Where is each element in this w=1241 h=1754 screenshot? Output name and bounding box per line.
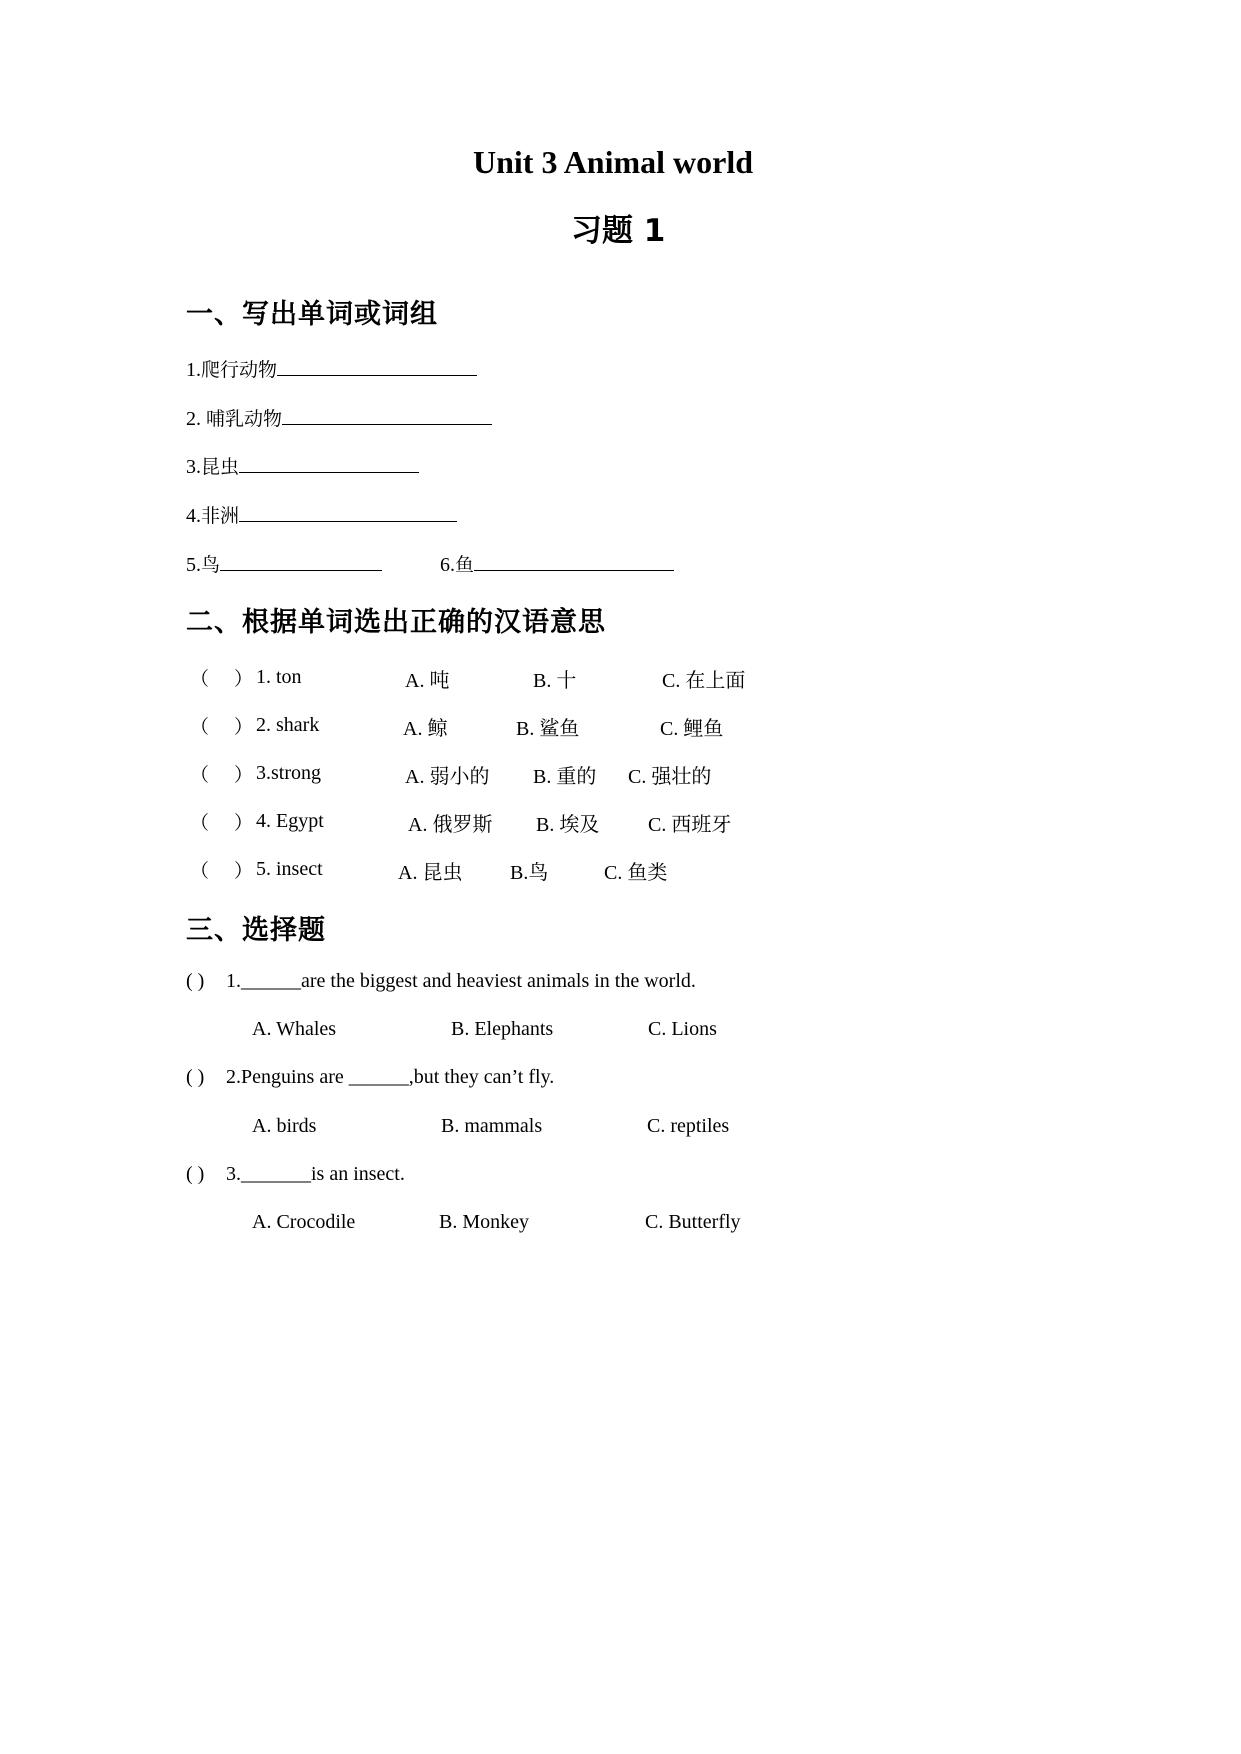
option-b: B. Elephants: [451, 1018, 554, 1040]
fill-item-2: [186, 404, 492, 431]
option-b: B. 鲨鱼: [516, 718, 580, 740]
fill-item-1: [186, 355, 477, 382]
english-word: 2. shark: [256, 714, 320, 736]
answer-paren[interactable]: （ ）: [190, 812, 254, 834]
option-a: A. Crocodile: [252, 1211, 356, 1233]
option-a: A. 俄罗斯: [408, 814, 493, 836]
english-word: 5. insect: [256, 858, 323, 880]
item-prompt: 非洲: [201, 505, 240, 527]
option-b: B. Monkey: [439, 1211, 529, 1233]
answer-blank[interactable]: [239, 452, 419, 473]
item-prompt: 鸟: [201, 554, 221, 576]
fill-item-3: [186, 452, 419, 479]
answer-paren[interactable]: ( ): [186, 1163, 205, 1185]
answer-blank[interactable]: [282, 404, 492, 425]
option-a: A. 弱小的: [405, 766, 490, 788]
item-number: 3.: [186, 456, 201, 478]
answer-blank[interactable]: [239, 501, 457, 522]
option-c: C. reptiles: [647, 1115, 730, 1137]
question-stem: 3._______is an insect.: [226, 1163, 405, 1185]
option-b: B. 埃及: [536, 814, 600, 836]
option-a: A. birds: [252, 1115, 317, 1137]
item-number: 5.: [186, 554, 201, 576]
answer-blank[interactable]: [474, 550, 674, 571]
option-a: A. 鲸: [403, 718, 448, 740]
option-b: B. 重的: [533, 766, 597, 788]
answer-paren[interactable]: （ ）: [190, 716, 254, 738]
option-c: C. 鱼类: [604, 862, 668, 884]
option-b: B. 十: [533, 670, 577, 692]
answer-paren[interactable]: ( ): [186, 970, 205, 992]
document-subtitle: 习题 1: [571, 213, 666, 249]
answer-paren[interactable]: （ ）: [190, 668, 254, 690]
section3-heading: 三、选择题: [186, 915, 326, 946]
section1-heading: 一、写出单词或词组: [186, 299, 438, 330]
option-a: A. Whales: [252, 1018, 337, 1040]
answer-blank[interactable]: [277, 355, 477, 376]
fill-item-4: [186, 501, 457, 528]
item-number: 4.: [186, 505, 201, 527]
item-prompt: 哺乳动物: [206, 408, 283, 430]
item-number: 1.: [186, 359, 201, 381]
section2-heading: 二、根据单词选出正确的汉语意思: [186, 607, 606, 638]
answer-blank[interactable]: [220, 550, 382, 571]
item-prompt: 爬行动物: [201, 359, 278, 381]
item-number: 2.: [186, 408, 206, 430]
question-stem: 2.Penguins are ______,but they can’t fly.: [226, 1066, 555, 1088]
option-a: A. 吨: [405, 670, 450, 692]
answer-paren[interactable]: （ ）: [190, 764, 254, 786]
english-word: 1. ton: [256, 666, 302, 688]
option-b: B. mammals: [441, 1115, 543, 1137]
item-prompt: 昆虫: [201, 456, 240, 478]
option-c: C. 鲤鱼: [660, 718, 724, 740]
option-c: C. Butterfly: [645, 1211, 741, 1233]
option-b: B.鸟: [510, 862, 549, 884]
document-title: Unit 3 Animal world: [473, 144, 754, 180]
question-stem: 1.______are the biggest and heaviest animals in the world.: [226, 970, 696, 992]
english-word: 3.strong: [256, 762, 321, 784]
option-c: C. 强壮的: [628, 766, 712, 788]
answer-paren[interactable]: （ ）: [190, 860, 254, 882]
item-number: 6.: [440, 554, 455, 576]
english-word: 4. Egypt: [256, 810, 324, 832]
fill-item-5: [186, 550, 382, 577]
option-a: A. 昆虫: [398, 862, 463, 884]
option-c: C. Lions: [648, 1018, 717, 1040]
option-c: C. 西班牙: [648, 814, 732, 836]
answer-paren[interactable]: ( ): [186, 1066, 205, 1088]
item-prompt: 鱼: [455, 554, 475, 576]
option-c: C. 在上面: [662, 670, 746, 692]
fill-item-6: [440, 550, 674, 577]
